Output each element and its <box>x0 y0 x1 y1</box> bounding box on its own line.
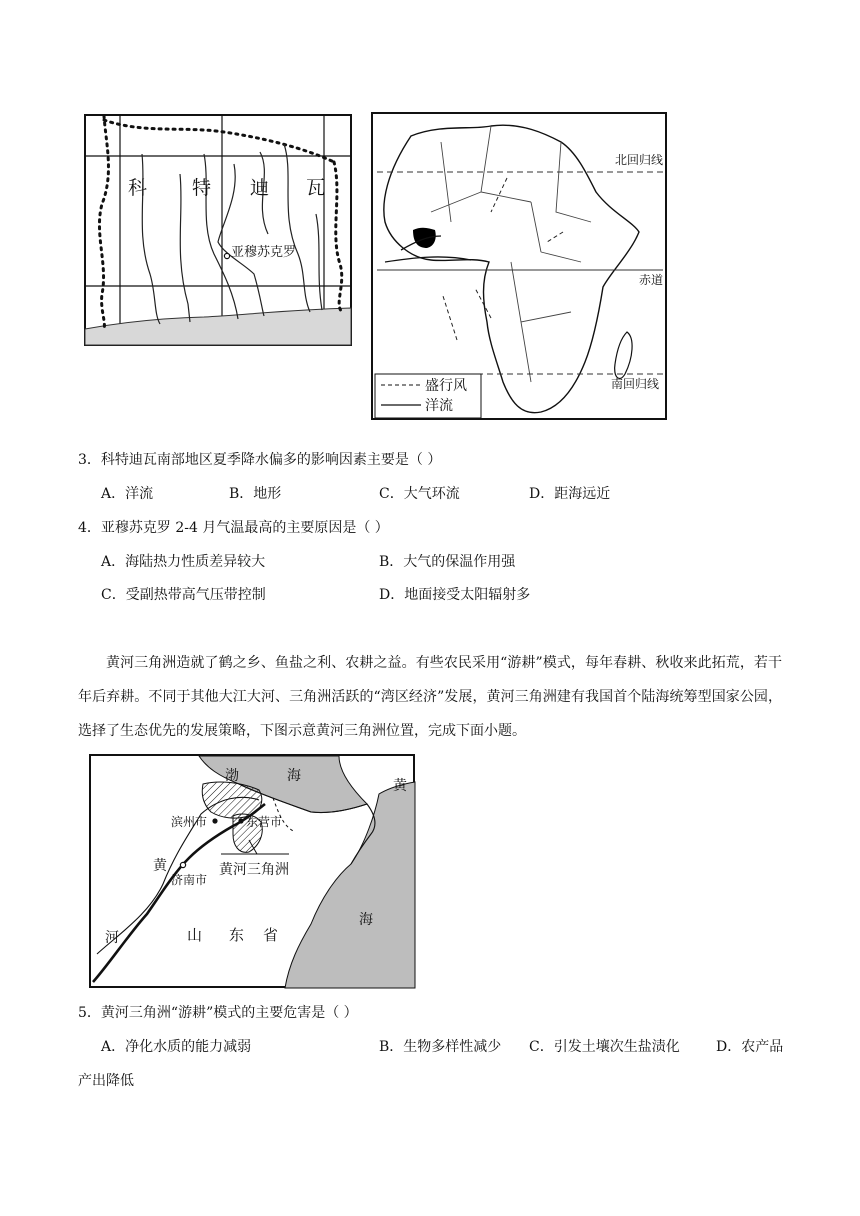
africa-map <box>371 112 669 422</box>
country-char-2: 特 <box>192 177 212 199</box>
question-3-option-c[interactable]: C．大气环流 <box>379 486 460 502</box>
question-3-option-a[interactable]: A．洋流 <box>101 486 154 502</box>
question-5-option-a[interactable]: A．净化水质的能力减弱 <box>101 1039 252 1055</box>
river-label-2: 河 <box>105 930 119 946</box>
city-label: 亚穆苏克罗 <box>231 245 297 260</box>
sea-label-bohai-2: 海 <box>287 768 301 784</box>
sea-label-yellow-2: 海 <box>359 912 373 928</box>
river-label-1: 黄 <box>153 858 167 874</box>
question-4-option-a[interactable]: A．海陆热力性质差异较大 <box>101 554 266 570</box>
legend-current-label: 洋流 <box>425 398 453 414</box>
question-5-stem: 5．黄河三角洲“游耕”模式的主要危害是（ ） <box>78 1005 358 1021</box>
equator-label: 赤道 <box>639 273 664 287</box>
yellow-river-delta-map <box>89 754 417 990</box>
tropic-south-label: 南回归线 <box>611 377 660 391</box>
binzhou-marker <box>212 818 217 823</box>
city-binzhou: 滨州市 <box>171 815 208 829</box>
dongying-marker <box>238 818 243 823</box>
country-char-4: 瓦 <box>306 177 326 199</box>
passage-text: 黄河三角洲造就了鹤之乡、鱼盐之利、农耕之益。有些农民采用“游耕”模式，每年春耕、秋收来此拓荒，若干年后弃耕。不同于其他大江大河、三角洲活跃的“湾区经济”发展，黄河三角洲建有我国首个陆海统筹型国家公园，选择了生态优先的发展策略，下图示意黄河三角洲位置，完成下面小题。 <box>78 655 782 739</box>
question-3-stem: 3．科特迪瓦南部地区夏季降水偏多的影响因素主要是（ ） <box>78 452 442 468</box>
question-4-option-c[interactable]: C．受副热带高气压带控制 <box>101 587 266 603</box>
question-5-option-d[interactable]: D．农产品 <box>716 1039 784 1055</box>
cote-divoire-map <box>84 114 354 348</box>
question-4-stem: 4．亚穆苏克罗 2-4 月气温最高的主要原因是（ ） <box>78 520 389 536</box>
tropic-north-label: 北回归线 <box>615 153 664 167</box>
question-3-option-b[interactable]: B．地形 <box>229 486 282 502</box>
province-char-3: 省 <box>263 926 279 944</box>
question-3-option-d[interactable]: D．距海远近 <box>529 486 611 502</box>
question-5-option-b[interactable]: B．生物多样性减少 <box>379 1039 502 1055</box>
question-4-option-d[interactable]: D．地面接受太阳辐射多 <box>379 587 531 603</box>
country-char-1: 科 <box>128 177 148 199</box>
question-5-option-c[interactable]: C．引发土壤次生盐渍化 <box>529 1039 680 1055</box>
sea-label-yellow-1: 黄 <box>393 778 407 794</box>
legend-wind-label: 盛行风 <box>425 378 467 394</box>
province-char-2: 东 <box>229 926 245 944</box>
city-marker <box>224 253 229 258</box>
jinan-marker <box>180 862 185 867</box>
question-4-option-b[interactable]: B．大气的保温作用强 <box>379 554 516 570</box>
city-jinan: 济南市 <box>171 873 208 887</box>
question-5-option-d-continued: 产出降低 <box>78 1073 134 1089</box>
city-dongying: 东营市 <box>246 815 283 829</box>
sea-label-bohai-1: 渤 <box>225 768 239 784</box>
delta-label: 黄河三角洲 <box>219 862 289 878</box>
country-char-3: 迪 <box>250 177 270 199</box>
province-char-1: 山 <box>187 926 203 944</box>
